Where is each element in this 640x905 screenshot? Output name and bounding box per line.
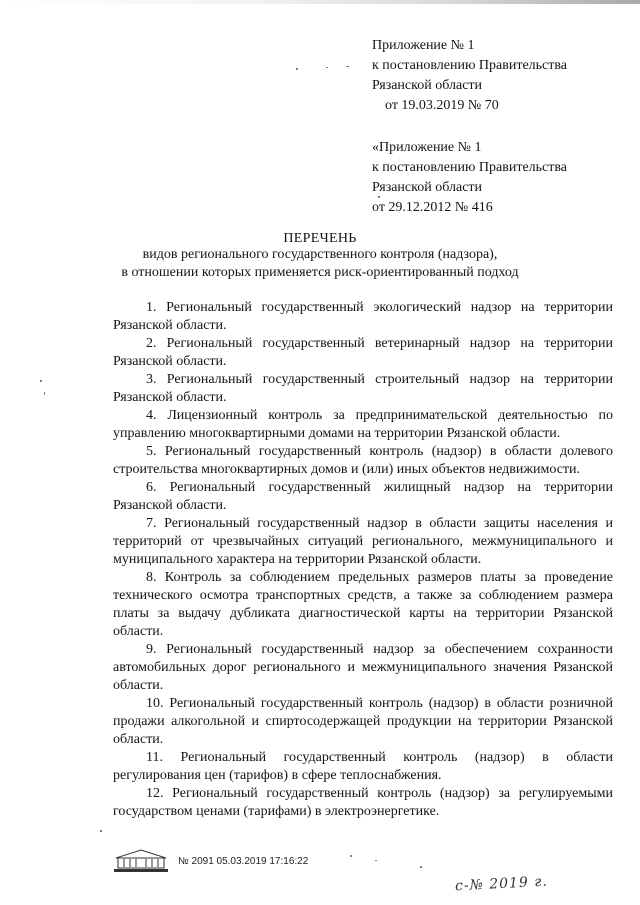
scan-speck <box>378 196 380 198</box>
list-item: 1. Региональный государственный экологический надзор на территории Рязанской области. <box>113 300 613 333</box>
attachment-line: к постановлению Правительства <box>372 58 568 73</box>
list-item: 12. Региональный государственный контроль (надзор) за регулируемыми государством ценами (тарифами) в электроэнергетике. <box>113 786 613 819</box>
list-item: 11. Региональный государственный контроль (надзор) в области регулирования цен (тарифов) в сфере теплоснабжения. <box>113 750 613 783</box>
list-item: 2. Региональный государственный ветеринарный надзор на территории Рязанской области. <box>113 336 613 369</box>
control-types-list <box>113 299 613 821</box>
document-subtitle <box>0 246 640 282</box>
scan-speck <box>296 68 298 70</box>
registration-number: № 2091 05.03.2019 17:16:22 <box>178 855 309 867</box>
scan-speck <box>350 855 352 857</box>
scan-speck <box>375 860 377 861</box>
attachment-line: Рязанской области <box>372 78 483 93</box>
original-line: «Приложение № 1 <box>372 140 482 155</box>
resolution-date: от 19.03.2019 № 70 <box>385 98 499 113</box>
scan-speck <box>44 392 45 395</box>
list-item: 6. Региональный государственный жилищный надзор на территории Рязанской области. <box>113 480 613 513</box>
subtitle-line: видов регионального государственного контроля (надзора), <box>142 247 498 262</box>
list-item: 5. Региональный государственный контроль (надзор) в области долевого строительства многоквартирных домов и (или) иных объектов недвижимости. <box>113 444 613 477</box>
scan-speck <box>326 67 328 68</box>
attachment-header <box>372 36 567 96</box>
scan-speck <box>100 830 102 832</box>
scan-speck <box>420 866 422 868</box>
scan-speck <box>346 66 349 67</box>
list-item: 7. Региональный государственный надзор в области защиты населения и территорий от чрезвычайных ситуаций регионального, межмуниципального и муниципального характера на территории Рязанской области. <box>113 516 613 567</box>
handwritten-note: с-№ 2019 г. <box>454 873 549 895</box>
list-item: 10. Региональный государственный контроль (надзор) в области розничной продажи алкогольной и спиртосодержащей продукции на территории Рязанской области. <box>113 696 613 747</box>
list-item: 8. Контроль за соблюдением предельных размеров платы за проведение технического осмотра транспортных средств, а также за соблюдением размера платы за выдачу дубликата диагностической карты на территории Рязанской области. <box>113 570 613 639</box>
subtitle-line: в отношении которых применяется риск-ориентированный подход <box>121 265 519 280</box>
list-item: 9. Региональный государственный надзор за обеспечением сохранности автомобильных дорог регионального и межмуниципального значения Рязанской области. <box>113 642 613 693</box>
attachment-line: Приложение № 1 <box>372 38 475 53</box>
building-stamp-icon <box>112 848 170 874</box>
original-line: к постановлению Правительства <box>372 160 568 175</box>
document-title: ПЕРЕЧЕНЬ <box>283 231 357 246</box>
original-attachment-header <box>372 138 567 218</box>
original-line: Рязанской области <box>372 180 483 195</box>
list-item: 4. Лицензионный контроль за предпринимательской деятельностью по управлению многоквартирными домами на территории Рязанской области. <box>113 408 613 441</box>
registration-footer <box>112 848 308 874</box>
original-line: от 29.12.2012 № 416 <box>372 200 493 215</box>
scan-edge-shadow <box>0 0 640 4</box>
list-item: 3. Региональный государственный строительный надзор на территории Рязанской области. <box>113 372 613 405</box>
scan-speck <box>40 380 42 382</box>
